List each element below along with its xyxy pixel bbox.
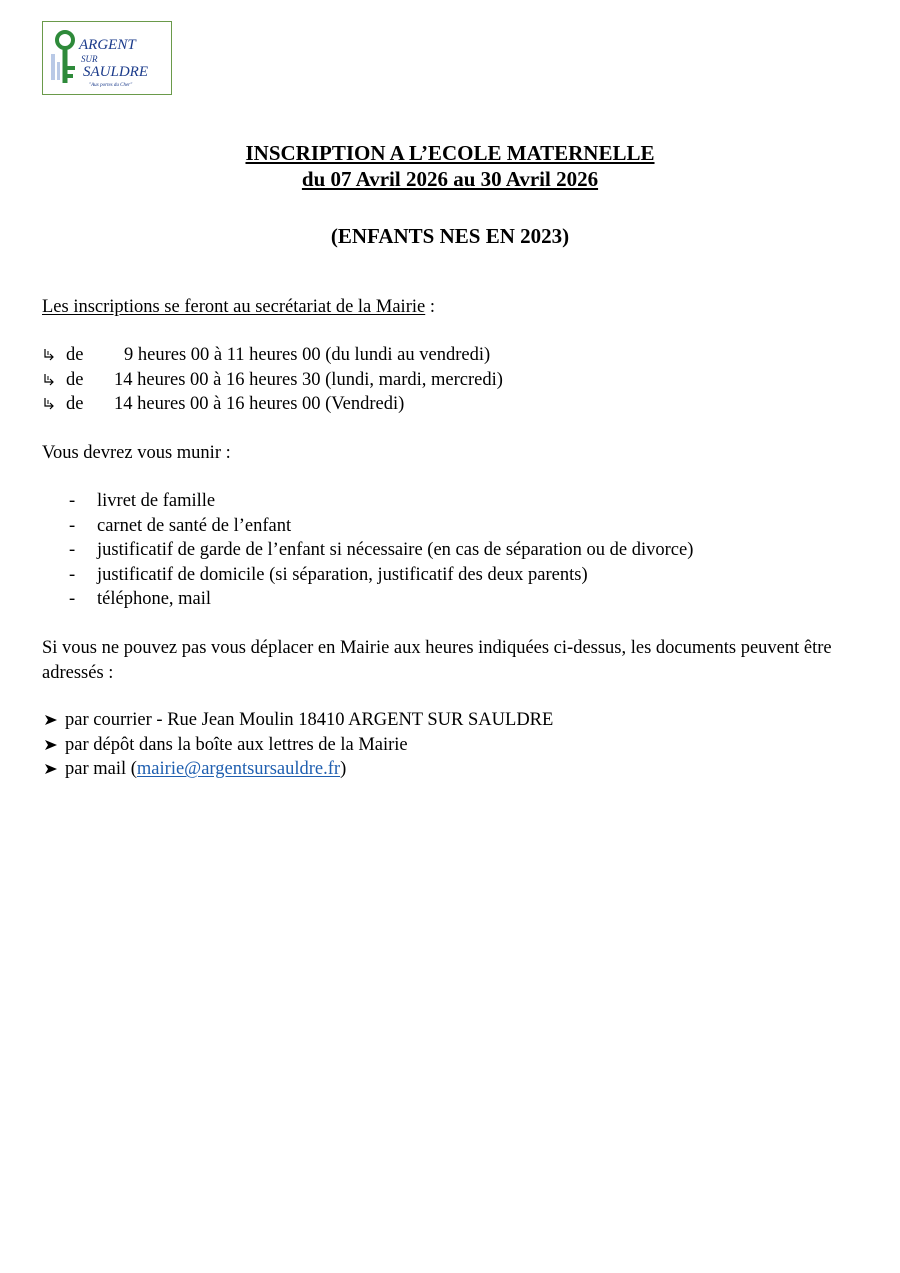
arrow-icon xyxy=(42,372,58,388)
page-title: INSCRIPTION A L’ECOLE MATERNELLE xyxy=(245,141,655,165)
mail-prefix: par mail ( xyxy=(65,759,137,779)
date-range: du 07 Avril 2026 au 30 Avril 2026 xyxy=(301,167,599,191)
method-text: par courrier - Rue Jean Moulin 18410 ARGENT SUR SAULDRE xyxy=(65,710,554,730)
page-subtitle: (ENFANTS NES EN 2023) xyxy=(330,224,570,248)
hour-prefix: de xyxy=(66,369,84,390)
arrowhead-bullet-icon xyxy=(44,739,58,751)
logo-emblem xyxy=(43,22,172,95)
remote-paragraph: Si vous ne pouvez pas vous déplacer en Mairie aux heures indiquées ci-dessus, les documents peuvent être adressés : xyxy=(42,638,832,683)
arrow-icon xyxy=(42,396,58,412)
list-item-text: téléphone, mail xyxy=(97,589,212,609)
list-dash: - xyxy=(69,540,76,560)
email-link[interactable]: mairie@argentsursauldre.fr xyxy=(136,759,341,779)
logo-line-3: SAULDRE xyxy=(83,64,148,80)
method-text xyxy=(65,757,346,782)
logo-bar-1 xyxy=(51,54,55,80)
hour-text: 14 heures 00 à 16 heures 30 (lundi, mardi, mercredi) xyxy=(114,369,503,390)
hour-prefix: de xyxy=(66,345,84,365)
list-item-text: livret de famille xyxy=(97,491,216,511)
arrowhead-bullet-icon xyxy=(44,763,58,775)
list-dash: - xyxy=(69,515,76,536)
logo-line-2: SUR xyxy=(81,54,98,64)
list-dash: - xyxy=(69,491,76,511)
list-item-text: justificatif de garde de l’enfant si nécessaire (en cas de séparation ou de divorce) xyxy=(97,540,694,560)
list-item-text: justificatif de domicile (si séparation, justificatif des deux parents) xyxy=(97,564,588,585)
arrowhead-bullet-icon xyxy=(44,714,58,726)
town-logo xyxy=(42,21,172,95)
method-text: par dépôt dans la boîte aux lettres de la Mairie xyxy=(65,734,408,755)
key-icon xyxy=(57,32,73,48)
hour-text: 9 heures 00 à 11 heures 00 (du lundi au vendredi) xyxy=(124,345,491,365)
requirements-heading: Vous devrez vous munir : xyxy=(42,443,231,463)
logo-line-1: ARGENT xyxy=(79,37,136,53)
list-dash: - xyxy=(69,564,76,585)
hour-text: 14 heures 00 à 16 heures 00 (Vendredi) xyxy=(114,394,405,414)
arrow-icon xyxy=(42,347,58,363)
hour-prefix: de xyxy=(66,394,84,414)
list-item-text: carnet de santé de l’enfant xyxy=(97,515,292,536)
key-tooth-1 xyxy=(67,66,75,70)
logo-bar-2 xyxy=(57,62,60,80)
list-dash: - xyxy=(69,589,76,609)
logo-tagline: "Aux portes du Cher" xyxy=(89,83,133,88)
intro-line xyxy=(42,295,435,320)
intro-text: Les inscriptions se feront au secrétariat de la Mairie xyxy=(42,297,426,317)
key-shaft xyxy=(63,47,68,83)
key-tooth-2 xyxy=(67,74,73,78)
title-block xyxy=(0,140,900,192)
intro-suffix: : xyxy=(425,297,435,317)
mail-suffix: ) xyxy=(340,759,347,779)
